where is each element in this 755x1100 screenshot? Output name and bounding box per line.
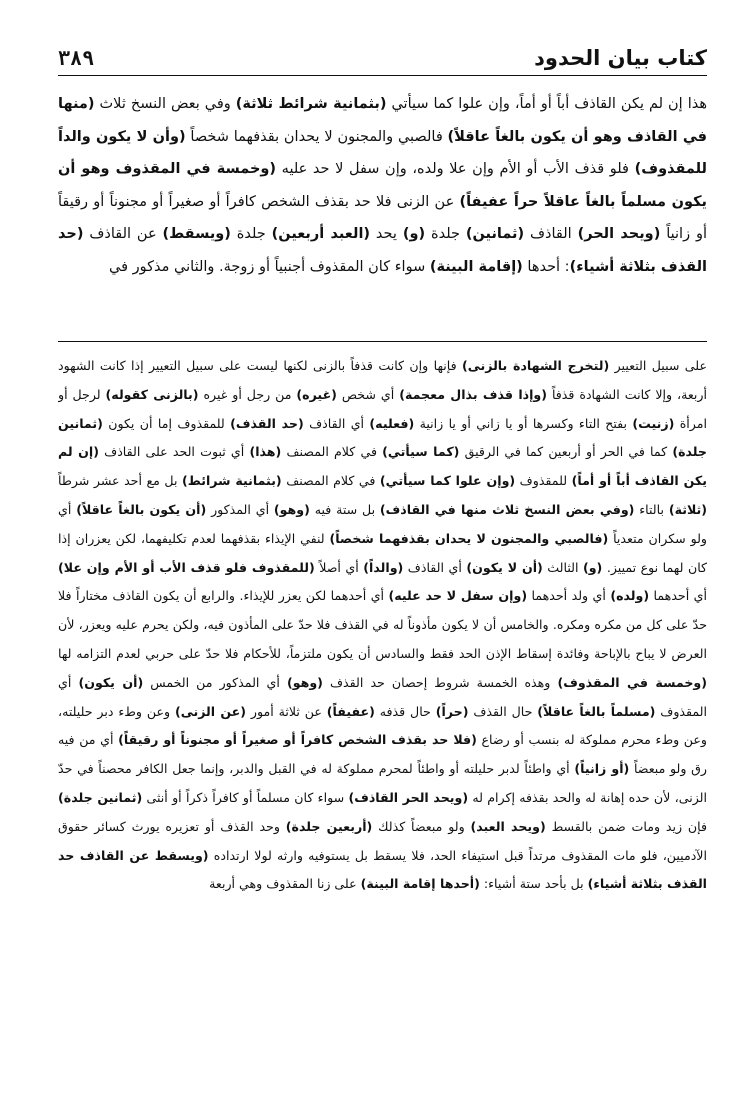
text-segment: على سبيل التعيير <box>609 358 707 373</box>
text-segment: بل ستة فيه <box>309 501 380 517</box>
bold-quoted-phrase: (وأن لا يكون والداً للمقذوف) <box>58 128 707 177</box>
bold-quoted-phrase: (أن يكون بالغاً عاقلاً) <box>76 501 207 517</box>
bold-quoted-phrase: (ثمانين جلدة) <box>58 789 143 805</box>
bold-quoted-phrase: (و) <box>402 226 426 242</box>
text-segment: لرجل أو امرأة <box>58 386 707 431</box>
text-segment: عن القاذف <box>83 226 163 242</box>
bold-quoted-phrase: (حد القذف بثلاثة أشياء) <box>58 226 707 275</box>
bold-quoted-phrase: (مسلماً بالغاً عاقلاً) <box>537 703 656 719</box>
running-title: كتاب بيان الحدود <box>534 46 707 70</box>
text-segment: أي أصلاً <box>314 559 364 575</box>
text-segment: هذا إن لم يكن القاذف أباً أو أماً، وإن علوا كما سيأتي <box>386 96 707 112</box>
bold-quoted-phrase: (ويسقط) <box>162 226 231 242</box>
bold-quoted-phrase: (ويسقط عن القاذف حد القذف بثلاثة أشياء) <box>58 847 707 892</box>
text-segment: أي ولد أحدهما <box>527 588 611 604</box>
bold-quoted-phrase: (وفي بعض النسخ ثلاث منها في القاذف) <box>379 501 635 517</box>
bold-quoted-phrase: (بثمانية شرائط) <box>181 473 282 489</box>
text-segment: جلدة <box>425 226 466 242</box>
bold-quoted-phrase: (أربعين جلدة) <box>285 818 373 834</box>
page-header <box>58 36 707 76</box>
text-segment: وهذه الخمسة شروط إحصان حد القذف <box>322 674 558 690</box>
main-paragraph <box>58 88 707 283</box>
bold-quoted-phrase: (وخمسة في المقذوف وهو أن يكون مسلماً بالغاً عاقلاً حراً عفيفاً) <box>58 161 707 210</box>
text-segment: بفتح التاء وكسرها أو يا زاني أو يا زانية <box>414 415 633 431</box>
text-segment: أي ولو سكران متعدياً <box>58 501 707 546</box>
commentary-paragraph <box>58 352 707 899</box>
text-segment: للمقذوف <box>515 473 572 489</box>
text-segment: كما في الحر أو أربعين كما في الرقيق <box>459 444 673 460</box>
bold-quoted-phrase: (إقامة البينة) <box>429 258 523 275</box>
text-segment: سواء كان المقذوف أجنبياً أو زوجة. والثاني مذكور في <box>109 258 430 275</box>
bold-quoted-phrase: (وإن سفل لا حد عليه) <box>388 588 528 604</box>
bold-quoted-phrase: (وخمسة في المقذوف) <box>557 674 707 690</box>
text-segment: أي ثبوت الحد على القاذف <box>98 444 250 460</box>
footnote-separator <box>58 341 707 342</box>
bold-quoted-phrase: (حراً) <box>435 703 469 719</box>
text-segment: أي المذكور <box>206 501 274 517</box>
bold-quoted-phrase: (زنيت) <box>632 415 675 431</box>
bold-quoted-phrase: (فالصبي والمجنون لا يحدان بقذفهما شخصاً) <box>329 530 609 546</box>
text-segment: سواء كان مسلماً أو كافراً ذكراً أو أنثى <box>142 789 349 805</box>
bold-quoted-phrase: (ويحد الحر) <box>577 226 661 242</box>
bold-quoted-phrase: (ثمانين جلدة) <box>58 415 707 460</box>
bold-quoted-phrase: (كما سيأتي) <box>382 444 460 460</box>
text-segment: أي من فيه رق ولو مبعضاً <box>58 732 707 777</box>
text-segment: وفي بعض النسخ ثلاث <box>94 96 236 112</box>
text-segment: حال قذفه <box>374 703 436 719</box>
text-segment: لنفي الإيذاء بقذفهما لعدم تكليفهما، لكن يعزران إذا كان لهما نوع تمييز. <box>58 530 707 575</box>
text-segment: بل بأحد ستة أشياء: <box>479 876 588 892</box>
text-segment: بل مع أحد عشر شرطاً <box>58 473 182 489</box>
bold-quoted-phrase: (إن لم يكن القاذف أباً أو أماً) <box>58 444 707 489</box>
text-segment: أي شخص <box>336 386 400 402</box>
text-segment: : أحدها <box>522 258 570 275</box>
bold-quoted-phrase: (أن لا يكون) <box>466 559 543 575</box>
text-segment: بالتاء <box>634 501 669 517</box>
text-segment: من رجل أو غيره <box>198 386 297 402</box>
text-segment: أي واطئاً لدبر حليلته أو واطئاً لمحرم مملوكة له في القبل والدبر، وإنما جعل الكافر محصناً في حدّ الزنى، لأن حده إهانة له والحد بقذفه إكرام له <box>58 761 707 805</box>
bold-quoted-phrase: (ويحد الحر القاذف) <box>348 789 469 805</box>
text-segment: أي المذكور من الخمس <box>143 674 287 690</box>
text-segment: ولو مبعضاً كذلك <box>372 818 471 834</box>
text-segment: فإنها وإن كانت قذفاً بالزنى لكنها ليست على سبيل التعيير إذا كانت الشهود أربعة، وإلا كانت الشهادة قذفاً <box>58 358 707 402</box>
main-text <box>58 88 707 333</box>
bold-quoted-phrase: (وإن علوا كما سيأتي) <box>379 473 516 489</box>
text-segment: عن الزنى فلا حد بقذف الشخص كافراً أو صغيراً أو مجنوناً أو رقيقاً أو زانياً <box>58 193 707 242</box>
text-segment: وحد القذف أو تعزيره يورث كسائر حقوق الآدميين، فلو مات المقذوف مرتداً قبل استيفاء الحد، فلا يسقط بل يستوفيه وارثه لولا ارتداده <box>58 818 707 863</box>
text-segment: أي أحدهما لكن يعزر للإيذاء. والرابع أن يكون القاذف مختاراً فلا حدّ على كل من مكره ومكره. والخامس أن لا يكون مأذوناً له في القذف فلا حدّ على المأذون فيه، ولكن يحرم عليه ويعزر، لأن العرض لا يباح بالإباحة وفائدة إسقاط الإذن الحد فقط والسادس أن يكون ملتزماً، للأحكام فلا حدّ على حربي لعدم التزامه لها <box>58 588 707 661</box>
bold-quoted-phrase: (العبد أربعين) <box>271 226 371 242</box>
text-segment: فإن زيد ومات ضمن بالقسط <box>545 818 707 834</box>
text-segment: الثالث <box>542 559 583 575</box>
commentary-text <box>58 352 707 1082</box>
text-segment: جلدة <box>230 226 272 242</box>
bold-quoted-phrase: (عفيفاً) <box>326 703 375 719</box>
bold-quoted-phrase: (وهو) <box>273 501 310 517</box>
bold-quoted-phrase: (ولده) <box>610 588 650 604</box>
bold-quoted-phrase: (هذا) <box>249 444 282 460</box>
bold-quoted-phrase: (غيره) <box>296 386 337 402</box>
bold-quoted-phrase: (عن الزنى) <box>174 703 247 719</box>
bold-quoted-phrase: (فلا حد بقذف الشخص كافراً أو صغيراً أو مجنوناً أو رقيقاً) <box>118 732 477 748</box>
text-segment: للمقذوف إما أن يكون <box>102 415 231 431</box>
bold-quoted-phrase: (للمقذوف فلو قذف الأب أو الأم وإن علا) <box>58 559 315 575</box>
text-segment: على زنا المقذوف وهي أربعة <box>209 876 361 892</box>
bold-quoted-phrase: (لتخرج الشهادة بالزنى) <box>462 358 610 373</box>
text-segment: في كلام المصنف <box>281 444 383 460</box>
bold-quoted-phrase: (ثلاثة) <box>668 501 707 517</box>
bold-quoted-phrase: (ثمانين) <box>465 226 525 242</box>
text-segment: أي القاذف <box>403 559 467 575</box>
bold-quoted-phrase: (أحدها إقامة البينة) <box>360 876 480 892</box>
text-segment: في كلام المصنف <box>281 473 380 489</box>
bold-quoted-phrase: (أو زانياً) <box>574 761 630 777</box>
text-segment: يحد <box>370 226 403 242</box>
text-segment: أي أحدهما <box>649 588 707 604</box>
bold-quoted-phrase: (وهو) <box>286 674 323 690</box>
bold-quoted-phrase: (أن يكون) <box>78 674 144 690</box>
bold-quoted-phrase: (والداً) <box>363 559 404 575</box>
bold-quoted-phrase: (فعليه) <box>369 415 415 431</box>
text-segment: أي القاذف <box>303 415 370 431</box>
bold-quoted-phrase: (وإذا قذف بذال معجمة) <box>399 386 548 402</box>
page-number: ٣٨٩ <box>58 46 95 70</box>
text-segment: القاذف <box>524 226 578 242</box>
text-segment: أي المقذوف <box>58 674 707 719</box>
bold-quoted-phrase: (ويحد العبد) <box>470 818 546 834</box>
text-segment: عن ثلاثة أمور <box>246 703 327 719</box>
bold-quoted-phrase: (بالزنى كقوله) <box>105 386 199 402</box>
text-segment: فلو قذف الأب أو الأم وإن علا ولده، وإن سفل لا حد عليه <box>276 161 635 177</box>
text-segment: حال القذف <box>468 703 538 719</box>
text-segment: وعن وطء دبر حليلته، وعن وطء محرم مملوكة له بنسب أو رضاع <box>58 703 707 748</box>
bold-quoted-phrase: (حد القذف) <box>230 415 304 431</box>
bold-quoted-phrase: (و) <box>582 559 603 575</box>
bold-quoted-phrase: (بثمانية شرائط ثلاثة) <box>235 96 387 112</box>
bold-quoted-phrase: (منها في القاذف وهو أن يكون بالغاً عاقلاً) <box>58 96 707 145</box>
text-segment: فالصبي والمجنون لا يحدان بقذفهما شخصاً <box>185 128 448 145</box>
